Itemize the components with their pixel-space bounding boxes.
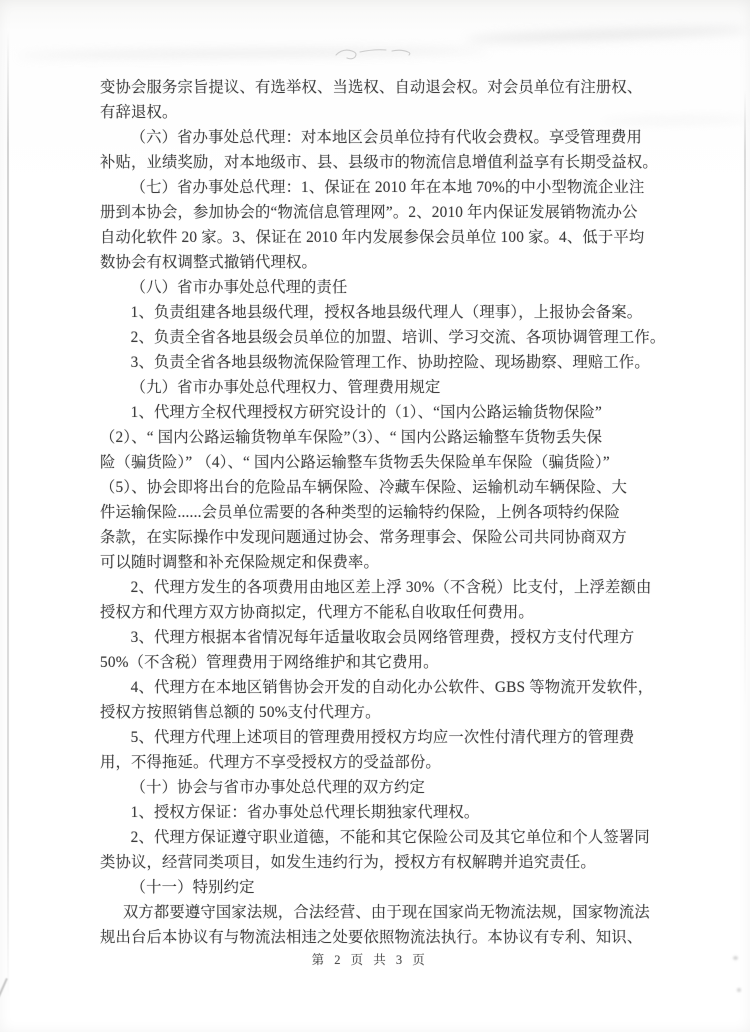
document-line: 补贴，业绩奖励，对本地级市、县、县级市的物流信息增值利益享有长期受益权。 [100,154,658,171]
scan-shadow-streak-right [465,25,750,44]
document-line: 5、代理方代理上述项目的管理费用授权方均应一次性付清代理方的管理费 [130,729,635,746]
document-line: 规出台后本协议有与物流法相违之处要依照物流法执行。本协议有专利、知识、 [100,929,643,946]
document-line: 类协议，经营同类项目，如发生违约行为，授权方有权解聘并追究责任。 [100,854,596,871]
document-line: （2）、“ 国内公路运输货物单车保险”（3）、“ 国内公路运输整车货物丢失保 [100,429,603,446]
document-line: 3、负责全省各地县级物流保险管理工作、协助控险、现场勘察、理赔工作。 [130,354,650,371]
pencil-smudge [332,40,432,64]
document-line: 3、代理方根据本省情况每年适量收取会员网络管理费，授权方支付代理方 [130,629,635,646]
document-line: 数协会有权调整式撤销代理权。 [100,254,317,271]
scan-edge-line-right [744,90,746,710]
document-line: （七）省办事处总代理：1、保证在 2010 年在本地 70%的中小型物流企业注 [130,179,645,196]
document-line: （十一）特别约定 [130,879,255,896]
document-line: （九）省市办事处总代理权力、管理费用规定 [130,379,441,396]
document-line: 授权方按照销售总额的 50%支付代理方。 [100,704,381,721]
document-line: （5）、协会即将出台的危险品车辆保险、冷藏车保险、运输机动车辆保险、大 [100,479,628,496]
document-line: （六）省办事处总代理：对本地区会员单位持有代收会费权。享受管理费用 [130,129,642,146]
document-line: 险（骗货险）” （4）、“ 国内公路运输整车货物丢失保险单车保险（骗货险）” [100,454,610,471]
document-line: 变协会服务宗旨提议、有选举权、当选权、自动退会权。对会员单位有注册权、 [100,79,643,96]
document-line: （八）省市办事处总代理的责任 [130,279,348,296]
document-line: 2、负责全省各地县级会员单位的加盟、培训、学习交流、各项协调管理工作。 [130,329,666,346]
scan-speck [737,988,741,992]
document-line: 双方都要遵守国家法规，合法经营、由于现在国家尚无物流法规，国家物流法 [122,904,650,921]
document-line: （十）协会与省市办事处总代理的双方约定 [130,779,426,796]
document-line: 用，不得拖延。代理方不享受授权方的受益部份。 [100,754,441,771]
document-line: 册到本协会，参加协会的“物流信息管理网”。2、2010 年内保证发展销物流办公 [100,204,638,221]
document-line: 条款，在实际操作中发现问题通过协会、常务理事会、保险公司共同协商双方 [100,529,627,546]
document-line: 1、负责组建各地县级代理，授权各地县级代理人（理事），上报协会备案。 [130,304,643,321]
document-line: 4、代理方在本地区销售协会开发的自动化办公软件、GBS 等物流开发软件， [130,679,654,696]
document-line: 件运输保险......会员单位需要的各种类型的运输特约保险，上例各项特约保险 [100,504,621,521]
document-line: 2、代理方发生的各项费用由地区差上浮 30%（不含税）比支付，上浮差额由 [130,579,652,596]
document-line: 有辞退权。 [100,104,178,121]
document-line: 1、代理方全权代理授权方研究设计的（1）、“国内公路运输货物保险” [130,404,603,421]
page-footer: 第 2 页 共 3 页 [311,953,429,967]
scan-edge-line-left [7,30,9,1000]
document-line: 自动化软件 20 家。3、保证在 2010 年内发展参保会员单位 100 家。4、低于平均 [100,229,645,246]
document-line: 2、代理方保证遵守职业道德，不能和其它保险公司及其它单位和个人签署同 [130,829,650,846]
document-line: 可以随时调整和补充保险规定和保费率。 [100,554,379,571]
document-line: 授权方和代理方双方协商拟定，代理方不能私自收取任何费用。 [100,604,534,621]
document-body [100,75,666,950]
document-line: 1、授权方保证：省办事处总代理长期独家代理权。 [130,804,480,821]
document-line: 50%（不含税）管理费用于网络维护和其它费用。 [100,654,439,671]
